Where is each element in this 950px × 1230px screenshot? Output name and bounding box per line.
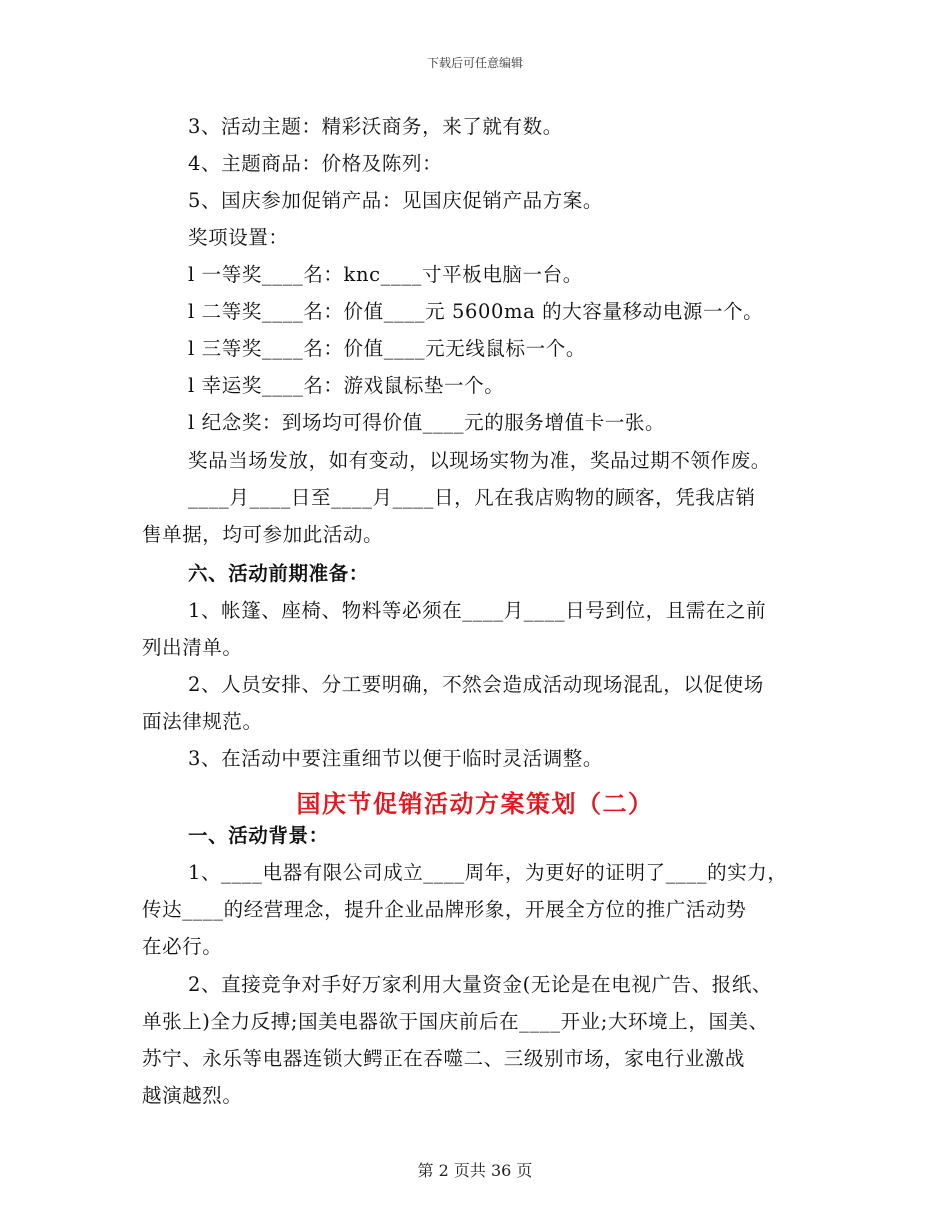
prep-item-2-cont: 面法律规范。 xyxy=(142,710,263,733)
bg-item-2-cont3: 越演越烈。 xyxy=(142,1084,243,1107)
heading-background: 一、活动背景： xyxy=(188,824,329,847)
activity-period: ____月____日至____月____日，凡在我店购物的顾客，凭我店销 xyxy=(188,486,756,509)
activity-period-cont: 售单据，均可参加此活动。 xyxy=(142,523,384,546)
prize-note: 奖品当场发放，如有变动，以现场实物为准，奖品过期不领作废。 xyxy=(188,449,771,472)
bg-item-2-cont: 单张上)全力反搏;国美电器欲于国庆前后在____开业;大环境上，国美、 xyxy=(142,1010,769,1033)
prep-item-3: 3、在活动中要注重细节以便于临时灵活调整。 xyxy=(188,747,604,770)
section-title: 国庆节促销活动方案策划（二） xyxy=(296,789,654,818)
item-theme-goods: 4、主题商品：价格及陈列： xyxy=(188,152,443,175)
prize-third: l 三等奖____名：价值____元无线鼠标一个。 xyxy=(188,337,586,360)
prize-lucky: l 幸运奖____名：游戏鼠标垫一个。 xyxy=(188,374,505,397)
bg-item-2-cont2: 苏宁、永乐等电器连锁大鳄正在吞噬二、三级别市场，家电行业激战 xyxy=(142,1047,746,1070)
prep-item-1: 1、帐篷、座椅、物料等必须在____月____日号到位，且需在之前 xyxy=(188,599,767,622)
page-footer: 第 2 页共 36 页 xyxy=(417,1161,533,1180)
heading-preparation: 六、活动前期准备： xyxy=(188,562,369,585)
bg-item-1: 1、____电器有限公司成立____周年，为更好的证明了____的实力， xyxy=(188,861,788,884)
page-header: 下载后可任意编辑 xyxy=(426,56,523,70)
bg-item-2: 2、直接竞争对手好万家利用大量资金(无论是在电视广告、报纸、 xyxy=(188,973,773,996)
prize-settings-label: 奖项设置： xyxy=(188,226,289,249)
bg-item-1-cont2: 在必行。 xyxy=(142,935,223,958)
item-theme: 3、活动主题：精彩沃商务，来了就有数。 xyxy=(188,115,563,138)
prize-souvenir: l 纪念奖：到场均可得价值____元的服务增值卡一张。 xyxy=(188,411,666,434)
prize-first: l 一等奖____名：knc____寸平板电脑一台。 xyxy=(188,263,583,286)
bg-item-1-cont: 传达____的经营理念，提升企业品牌形象，开展全方位的推广活动势 xyxy=(142,898,747,921)
prize-second: l 二等奖____名：价值____元 5600ma 的大容量移动电源一个。 xyxy=(188,300,764,323)
prep-item-2: 2、人员安排、分工要明确，不然会造成活动现场混乱，以促使场 xyxy=(188,673,764,696)
item-promo-products: 5、国庆参加促销产品：见国庆促销产品方案。 xyxy=(188,189,604,212)
prep-item-1-cont: 列出清单。 xyxy=(142,636,243,659)
